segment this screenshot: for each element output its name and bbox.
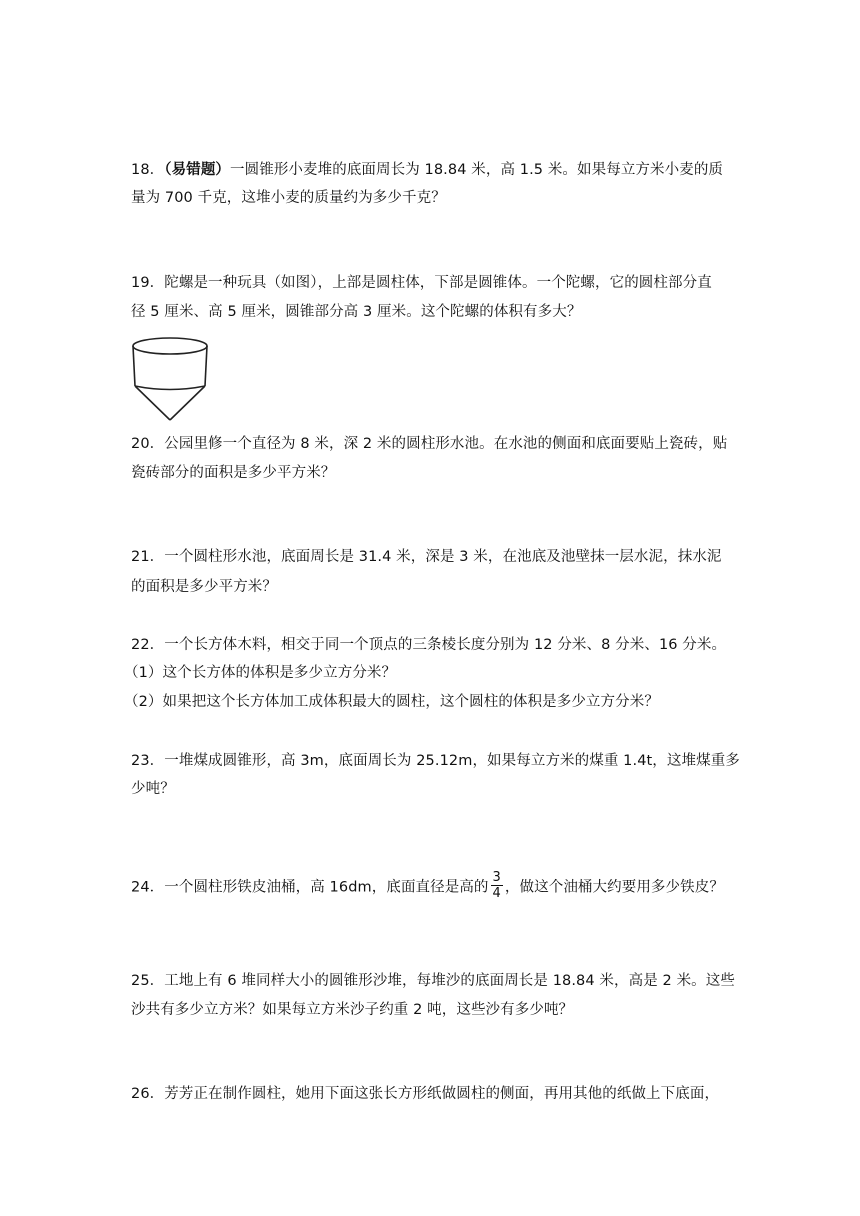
q23-line1: 23．一堆煤成圆锥形，高 3m，底面周长为 25.12m，如果每立方米的煤重 1.4t，这堆煤重多 bbox=[131, 753, 740, 769]
q23-line2: 少吨？ bbox=[131, 781, 175, 797]
q22-sub2: （2）如果把这个长方体加工成体积最大的圆柱，这个圆柱的体积是多少立方分米？ bbox=[124, 694, 659, 710]
q18-number: 18． bbox=[131, 162, 165, 178]
q20-line1: 20．公园里修一个直径为 8 米，深 2 米的圆柱形水池。在水池的侧面和底面要贴上瓷砖，贴 bbox=[131, 436, 728, 452]
q18-text: 一圆锥形小麦堆的底面周长为 18.84 米，高 1.5 米。如果每立方米小麦的质 bbox=[230, 162, 724, 178]
q24-line bbox=[131, 872, 724, 903]
q25-line2: 沙共有多少立方米？如果每立方米沙子约重 2 吨，这些沙有多少吨？ bbox=[131, 1002, 574, 1018]
q21-line2: 的面积是多少平方米？ bbox=[131, 579, 277, 595]
q22-line1: 22．一个长方体木料，相交于同一个顶点的三条棱长度分别为 12 分米、8 分米、16 分米。 bbox=[131, 637, 727, 653]
q24-text-before: 24．一个圆柱形铁皮油桶，高 16dm，底面直径是高的 bbox=[131, 879, 489, 896]
q19-line2: 径 5 厘米、高 5 厘米，圆锥部分高 3 厘米。这个陀螺的体积有多大？ bbox=[131, 304, 582, 320]
q18-line2: 量为 700 千克，这堆小麦的质量约为多少千克？ bbox=[131, 190, 446, 206]
q20-line2: 瓷砖部分的面积是多少平方米？ bbox=[131, 465, 336, 481]
fraction-denominator: 4 bbox=[492, 886, 501, 901]
q18-line1 bbox=[131, 160, 723, 180]
q21-line1: 21．一个圆柱形水池，底面周长是 31.4 米，深是 3 米，在池底及池壁抹一层水泥，抹水泥 bbox=[131, 549, 722, 565]
fraction bbox=[491, 870, 503, 901]
q25-line1: 25．工地上有 6 堆同样大小的圆锥形沙堆，每堆沙的底面周长是 18.84 米，高是 2 米。这些 bbox=[131, 973, 735, 989]
q22-sub1: （1）这个长方体的体积是多少立方分米？ bbox=[124, 665, 397, 681]
q26-line1: 26．芳芳正在制作圆柱，她用下面这张长方形纸做圆柱的侧面，再用其他的纸做上下底面， bbox=[131, 1086, 720, 1102]
q19-line1: 19．陀螺是一种玩具（如图），上部是圆柱体，下部是圆锥体。一个陀螺，它的圆柱部分直 bbox=[131, 275, 712, 291]
spinning-top-icon bbox=[129, 336, 213, 422]
fraction-numerator: 3 bbox=[492, 870, 501, 885]
q24-text-after: ，做这个油桶大约要用多少铁皮？ bbox=[504, 879, 724, 896]
q18-tag: （易错题） bbox=[164, 162, 231, 178]
